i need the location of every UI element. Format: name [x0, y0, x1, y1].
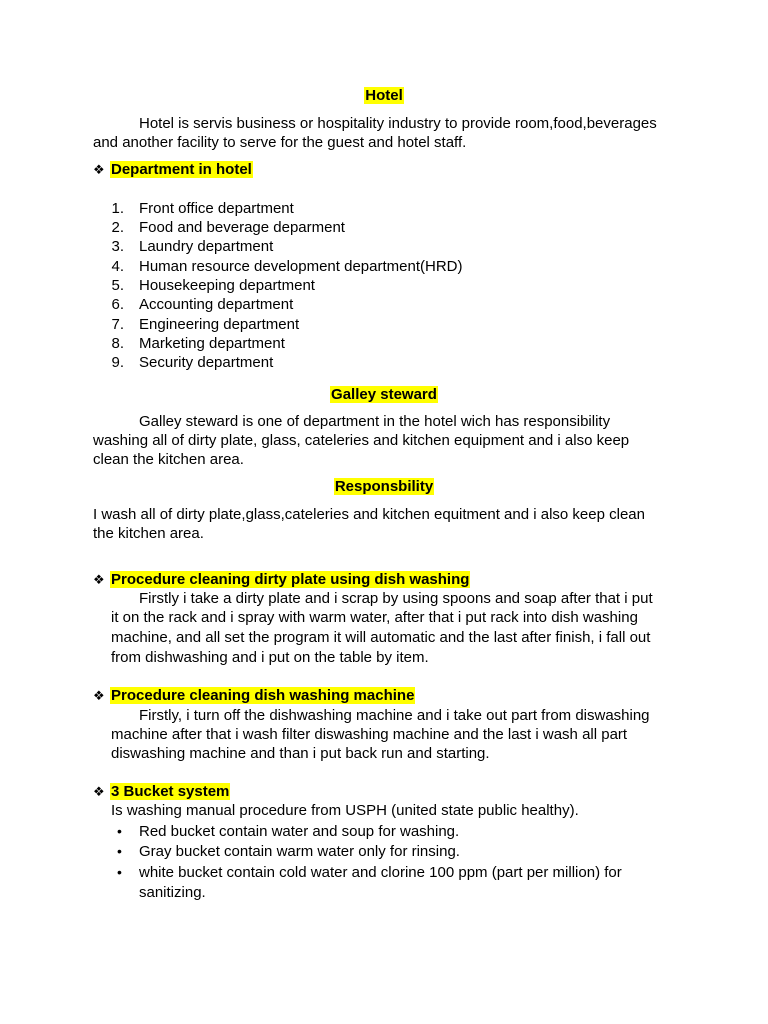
list-item: Human resource development department(HRD) [139, 258, 463, 275]
responsibility-line1: I wash all of dirty plate,glass,cateleries and kitchen equitment and i also keep clean [93, 506, 645, 523]
list-number: 2. [111, 219, 124, 236]
list-item: Front office department [139, 200, 294, 217]
list-number: 6. [111, 296, 124, 313]
list-item: Accounting department [139, 296, 294, 313]
list-number: 1. [111, 200, 124, 217]
list-item: Security department [139, 354, 274, 371]
list-number: 7. [111, 316, 124, 333]
list-number: 4. [111, 258, 124, 275]
galley-line1: Galley steward is one of department in the hotel wich has responsibility [139, 413, 611, 430]
bucket-bullet2: Gray bucket contain warm water only for rinsing. [139, 843, 460, 860]
diamond-bullet-icon: ❖ [93, 572, 105, 587]
responsibility-heading: Responsbility [334, 478, 434, 495]
list-number: 8. [111, 335, 124, 352]
procedure1-line1: Firstly i take a dirty plate and i scrap by using spoons and soap after that i put [139, 590, 653, 607]
bucket-heading: 3 Bucket system [111, 783, 230, 800]
list-item: Housekeeping department [139, 277, 315, 294]
procedure1-line4: from dishwashing and i put on the table by item. [111, 649, 429, 666]
galley-heading: Galley steward [331, 386, 437, 403]
bucket-bullet3-line2: sanitizing. [139, 884, 206, 901]
hotel-heading-row [0, 86, 768, 105]
responsibility-line2: the kitchen area. [93, 525, 204, 542]
hotel-paragraph-line1: Hotel is servis business or hospitality industry to provide room,food,beverages [139, 115, 657, 132]
galley-line3: clean the kitchen area. [93, 451, 244, 468]
list-number: 3. [111, 238, 124, 255]
bullet-dot-icon: • [117, 823, 122, 839]
list-item: Food and beverage deparment [139, 219, 345, 236]
list-item: Engineering department [139, 316, 300, 333]
list-item: Marketing department [139, 335, 285, 352]
bucket-bullet3-line1: white bucket contain cold water and clorine 100 ppm (part per million) for [139, 864, 622, 881]
procedure2-line2: machine after that i wash filter diswashing machine and the last i wash all part [111, 726, 628, 743]
list-number: 5. [111, 277, 124, 294]
responsibility-heading-row [0, 477, 768, 496]
procedure2-line1: Firstly, i turn off the dishwashing machine and i take out part from diswashing [139, 707, 650, 724]
diamond-bullet-icon: ❖ [93, 162, 105, 177]
bullet-dot-icon: • [117, 864, 122, 880]
hotel-paragraph-line2: and another facility to serve for the guest and hotel staff. [93, 134, 467, 151]
bullet-dot-icon: • [117, 843, 122, 859]
bucket-intro: Is washing manual procedure from USPH (united state public healthy). [111, 802, 579, 819]
list-number: 9. [111, 354, 124, 371]
galley-line2: washing all of dirty plate, glass, cateleries and kitchen equipment and i also keep [93, 432, 630, 449]
procedure1-heading: Procedure cleaning dirty plate using dish washing [111, 571, 470, 588]
bucket-bullet1: Red bucket contain water and soup for washing. [139, 823, 460, 840]
departments-heading: Department in hotel [111, 161, 252, 178]
diamond-bullet-icon: ❖ [93, 784, 105, 799]
galley-heading-row [0, 385, 768, 404]
list-item: Laundry department [139, 238, 274, 255]
hotel-heading: Hotel [365, 87, 403, 104]
procedure1-line2: it on the rack and i spray with warm water, after that i put rack into dish washing [111, 609, 638, 626]
procedure2-line3: diswashing machine and than i put back run and starting. [111, 745, 490, 762]
procedure2-heading: Procedure cleaning dish washing machine [111, 687, 415, 704]
procedure1-line3: machine, and all set the program it will automatic and the last after finish, i fall out [111, 629, 651, 646]
diamond-bullet-icon: ❖ [93, 688, 105, 703]
